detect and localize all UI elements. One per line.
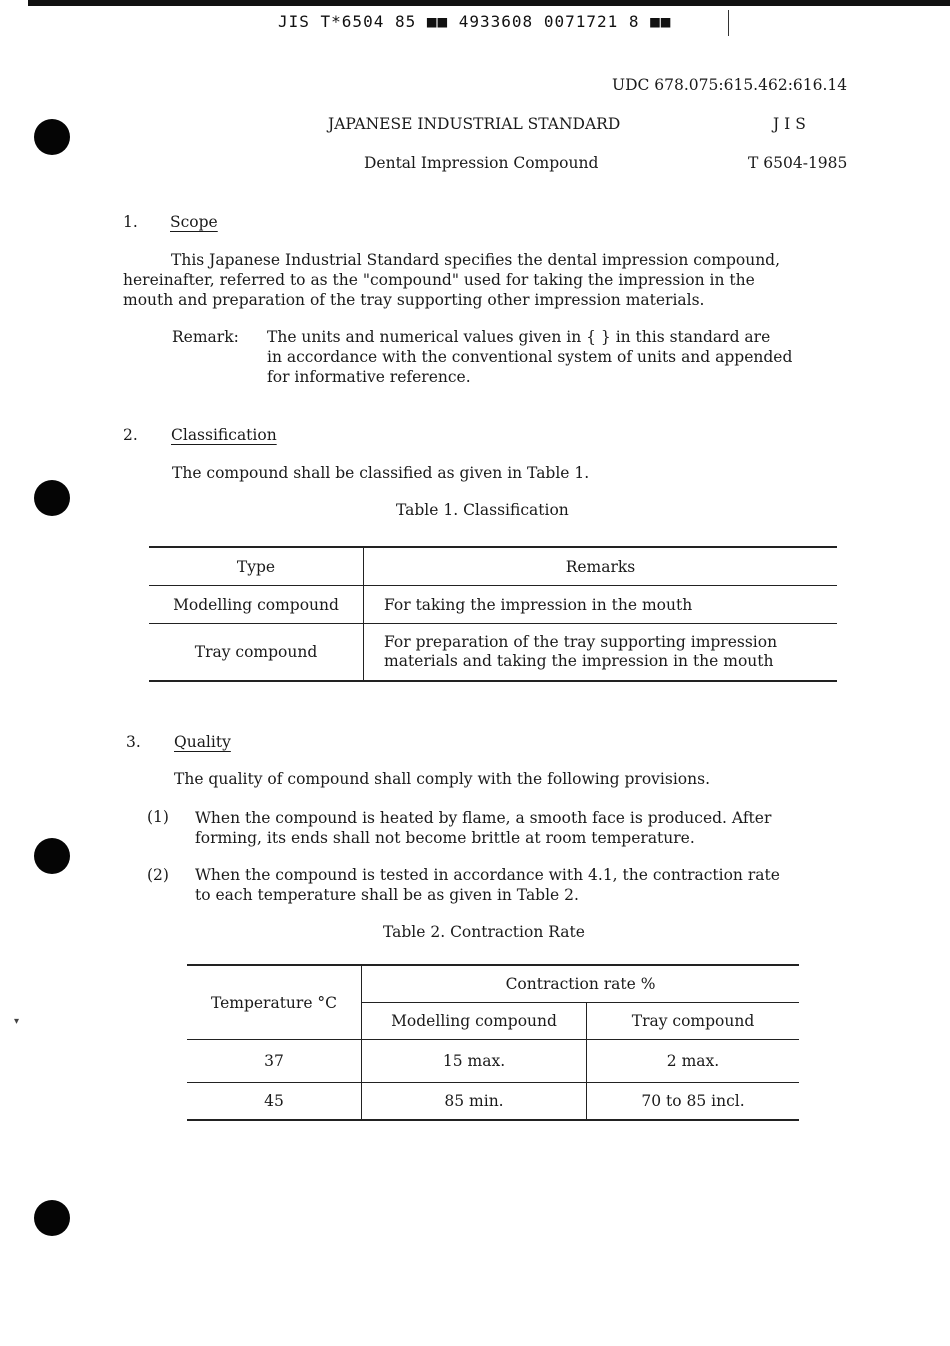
jis-mark: J I S (773, 115, 806, 133)
scope-line: hereinafter, referred to as the "compound" used for taking the impression in the (123, 271, 755, 289)
table-header-row (149, 547, 837, 586)
column-header-type: Type (149, 547, 364, 586)
column-header-remarks: Remarks (364, 547, 838, 586)
punch-hole-icon (34, 119, 70, 155)
section-2-number: 2. (123, 426, 138, 444)
udc-code: UDC 678.075:615.462:616.14 (612, 76, 848, 94)
punch-hole-icon (34, 1200, 70, 1236)
item-2-number: (2) (147, 866, 169, 884)
item-2-text (195, 865, 854, 905)
remark-text (267, 327, 853, 387)
column-header-tray: Tray compound (587, 1003, 800, 1040)
section-1-number: 1. (123, 213, 138, 231)
scope-paragraph (123, 250, 836, 310)
tray-cell: 2 max. (587, 1040, 800, 1083)
column-header-temperature: Temperature °C (187, 965, 362, 1040)
item-line: When the compound is heated by flame, a smooth face is produced. After (195, 809, 772, 827)
table-row (187, 1083, 799, 1121)
scope-line: This Japanese Industrial Standard specifies the dental impression compound, (171, 251, 781, 269)
table-header-row (187, 965, 799, 1003)
remarks-cell: For taking the impression in the mouth (364, 586, 838, 624)
column-header-modelling: Modelling compound (362, 1003, 587, 1040)
temperature-cell: 37 (187, 1040, 362, 1083)
table-row (187, 1040, 799, 1083)
section-2-heading: Classification (171, 426, 277, 444)
item-1-number: (1) (147, 808, 169, 826)
remarks-line: For preparation of the tray supporting impression (384, 633, 778, 651)
temperature-cell: 45 (187, 1083, 362, 1121)
section-3-heading: Quality (174, 733, 231, 751)
section-1-heading: Scope (170, 213, 218, 231)
scope-line: mouth and preparation of the tray supporting other impression materials. (123, 291, 705, 309)
remarks-cell (364, 624, 838, 682)
quality-intro: The quality of compound shall comply with the following provisions. (174, 770, 710, 788)
table-1-caption: Table 1. Classification (396, 501, 569, 519)
type-cell: Modelling compound (149, 586, 364, 624)
item-line: to each temperature shall be as given in Table 2. (195, 886, 579, 904)
remark-label: Remark: (172, 328, 239, 346)
table-row (149, 624, 837, 682)
modelling-cell: 15 max. (362, 1040, 587, 1083)
org-title: JAPANESE INDUSTRIAL STANDARD (328, 115, 621, 133)
header-code-line: JIS T*6504 85 ■■ 4933608 0071721 8 ■■ (278, 12, 672, 31)
margin-speck: ▾ (14, 1016, 20, 1027)
header-tick (728, 10, 729, 36)
item-line: forming, its ends shall not become brittle at room temperature. (195, 829, 695, 847)
contraction-rate-table (187, 964, 799, 1121)
section-3-number: 3. (126, 733, 141, 751)
document-title: Dental Impression Compound (364, 154, 599, 172)
remark-line: in accordance with the conventional system of units and appended (267, 348, 793, 366)
remark-line: The units and numerical values given in { } in this standard are (267, 328, 771, 346)
classification-intro: The compound shall be classified as given in Table 1. (172, 464, 590, 482)
standard-number: T 6504-1985 (748, 154, 848, 172)
type-cell: Tray compound (149, 624, 364, 682)
modelling-cell: 85 min. (362, 1083, 587, 1121)
classification-table (149, 546, 837, 682)
remark-line: for informative reference. (267, 368, 471, 386)
item-line: When the compound is tested in accordance with 4.1, the contraction rate (195, 866, 780, 884)
item-1-text (195, 808, 854, 848)
column-group-contraction-rate: Contraction rate % (362, 965, 800, 1003)
table-row (149, 586, 837, 624)
punch-hole-icon (34, 480, 70, 516)
punch-hole-icon (34, 838, 70, 874)
top-border (28, 0, 950, 6)
remarks-line: materials and taking the impression in the mouth (384, 652, 774, 670)
tray-cell: 70 to 85 incl. (587, 1083, 800, 1121)
table-2-caption: Table 2. Contraction Rate (383, 923, 585, 941)
